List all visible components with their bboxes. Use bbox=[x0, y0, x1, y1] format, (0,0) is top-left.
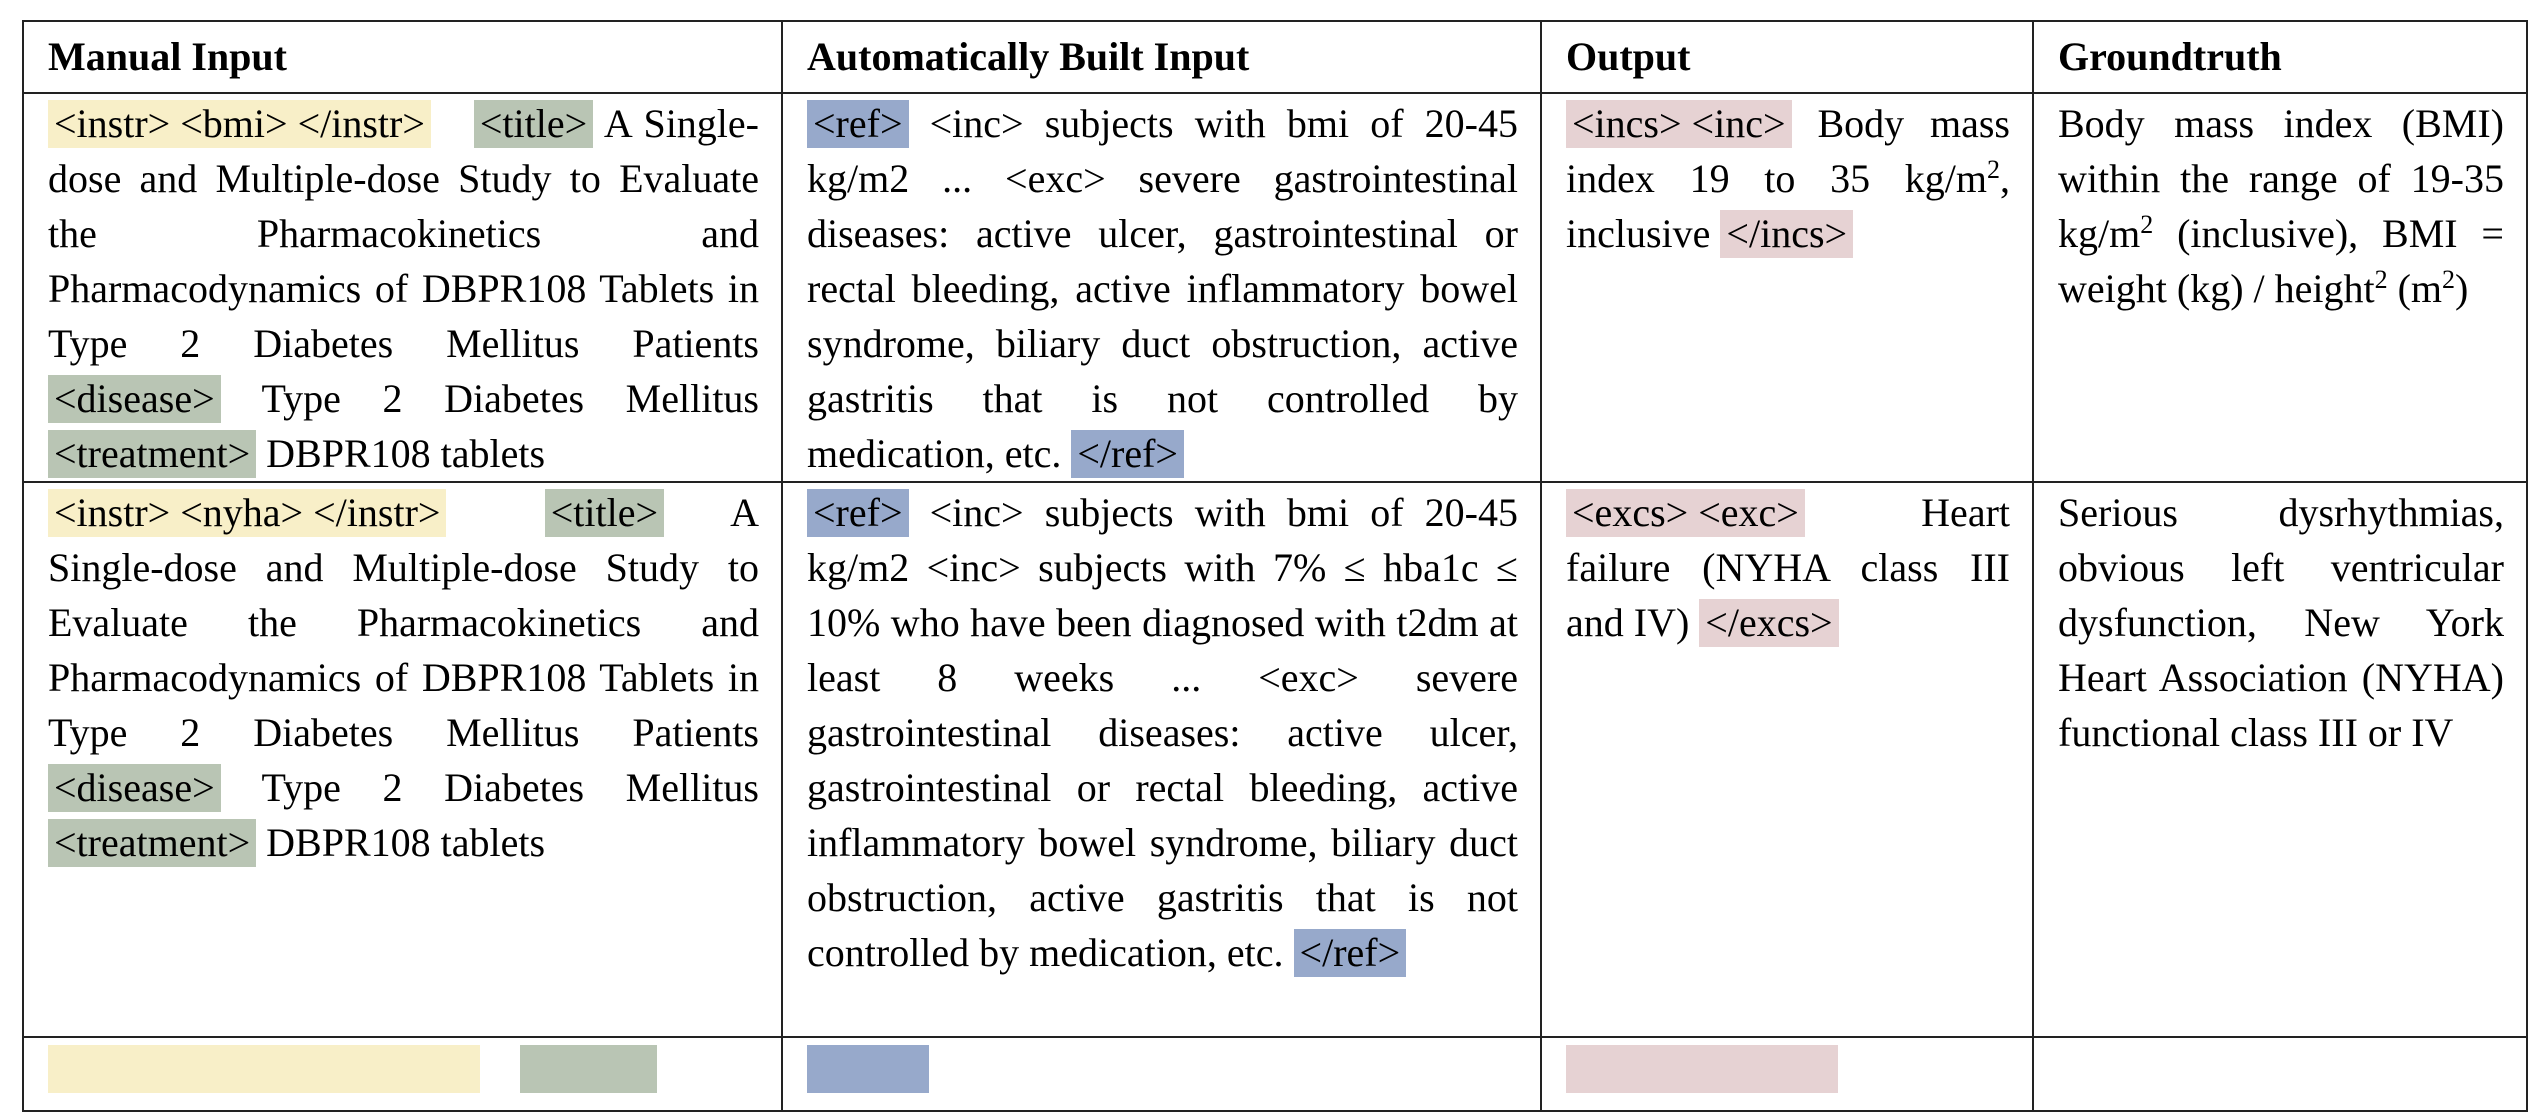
ref-close-tag: </ref> bbox=[1294, 929, 1407, 977]
instr-tag bbox=[48, 1045, 480, 1093]
treatment-tag: <treatment> bbox=[48, 430, 256, 478]
header-auto-input: Automatically Built Input bbox=[782, 21, 1541, 93]
groundtruth-cell bbox=[2033, 93, 2527, 482]
superscript: 2 bbox=[1987, 155, 2000, 184]
title-text: A Single-dose and Multiple-dose Study to Evaluate the Pharmacokinetics and Pharmacodynamics of DBPR108 Tablets in Type 2 Diabetes Mellitus Patients bbox=[48, 101, 759, 366]
auto-input-cell bbox=[782, 482, 1541, 1037]
header-groundtruth: Groundtruth bbox=[2033, 21, 2527, 93]
output-open-tag: <excs> <exc> bbox=[1566, 489, 1805, 537]
groundtruth-part: (inclusive), BMI = weight (kg) / height bbox=[2058, 211, 2504, 311]
comparison-table bbox=[22, 20, 2528, 1112]
instr-tag: <instr> <bmi> </instr> bbox=[48, 100, 431, 148]
output-open-tag bbox=[1566, 1045, 1838, 1093]
superscript: 2 bbox=[2442, 265, 2456, 294]
output-cell bbox=[1541, 93, 2033, 482]
auto-input-cell bbox=[782, 93, 1541, 482]
disease-text: Type 2 Diabetes Mellitus bbox=[261, 376, 759, 421]
output-close-tag: </incs> bbox=[1720, 210, 1853, 258]
table-row-partial bbox=[23, 1037, 2527, 1111]
output-cell bbox=[1541, 1037, 2033, 1111]
title-text: A Single-dose and Multiple-dose Study to Evaluate the Pharmacokinetics and Pharmacodynamics of DBPR108 Tablets in Type 2 Diabetes Mellitus Patients bbox=[48, 490, 759, 755]
groundtruth-part: Body mass index (BMI) within the range of 19-35 kg/m bbox=[2058, 101, 2504, 256]
manual-input-cell bbox=[23, 1037, 782, 1111]
table-row bbox=[23, 93, 2527, 482]
disease-tag: <disease> bbox=[48, 375, 221, 423]
output-open-tag: <incs> <inc> bbox=[1566, 100, 1792, 148]
output-text: Heart failure (NYHA class III and IV) bbox=[1566, 490, 2010, 645]
treatment-text: DBPR108 tablets bbox=[266, 820, 546, 865]
instr-tag: <instr> <nyha> </instr> bbox=[48, 489, 446, 537]
auto-input-text: <inc> subjects with bmi of 20-45 kg/m2 ... <exc> severe gastrointestinal diseases: active ulcer, gastrointestinal or rectal bleeding, active inflammatory bowel syndrome, biliary duct obstruction, active gastritis that is not controlled by medication, etc. bbox=[807, 101, 1518, 476]
header-output: Output bbox=[1541, 21, 2033, 93]
disease-text: Type 2 Diabetes Mellitus bbox=[261, 765, 759, 810]
table-row bbox=[23, 482, 2527, 1037]
title-tag bbox=[520, 1045, 657, 1093]
treatment-text: DBPR108 tablets bbox=[266, 431, 546, 476]
disease-tag: <disease> bbox=[48, 764, 221, 812]
groundtruth-part: (m bbox=[2387, 266, 2443, 311]
ref-open-tag: <ref> bbox=[807, 100, 909, 148]
header-manual-input: Manual Input bbox=[23, 21, 782, 93]
ref-open-tag: <ref> bbox=[807, 489, 909, 537]
title-tag: <title> bbox=[545, 489, 664, 537]
superscript: 2 bbox=[2374, 265, 2388, 294]
ref-close-tag: </ref> bbox=[1071, 430, 1184, 478]
treatment-tag: <treatment> bbox=[48, 819, 256, 867]
output-close-tag: </excs> bbox=[1699, 599, 1838, 647]
groundtruth-text: Serious dysrhythmias, obvious left ventricular dysfunction, New York Heart Association (NYHA) functional class III or IV bbox=[2058, 490, 2504, 755]
auto-input-cell bbox=[782, 1037, 1541, 1111]
groundtruth-cell bbox=[2033, 1037, 2527, 1111]
ref-open-tag bbox=[807, 1045, 929, 1093]
manual-input-cell bbox=[23, 93, 782, 482]
output-cell bbox=[1541, 482, 2033, 1037]
groundtruth-cell bbox=[2033, 482, 2527, 1037]
header-row bbox=[23, 21, 2527, 93]
title-tag: <title> bbox=[474, 100, 593, 148]
auto-input-text: <inc> subjects with bmi of 20-45 kg/m2 <inc> subjects with 7% ≤ hba1c ≤ 10% who have been diagnosed with t2dm at least 8 weeks ... <exc> severe gastrointestinal diseases: active ulcer, gastrointestinal or rectal bleeding, active inflammatory bowel syndrome, biliary duct obstruction, active gastritis that is not controlled by medication, etc. bbox=[807, 490, 1518, 975]
manual-input-cell bbox=[23, 482, 782, 1037]
groundtruth-text bbox=[2058, 101, 2504, 311]
groundtruth-part: ) bbox=[2455, 266, 2469, 311]
superscript: 2 bbox=[2140, 210, 2154, 239]
output-text-part: , inclusive bbox=[1566, 156, 2010, 256]
output-text-part: Body mass index 19 to 35 kg/m bbox=[1566, 101, 2010, 201]
